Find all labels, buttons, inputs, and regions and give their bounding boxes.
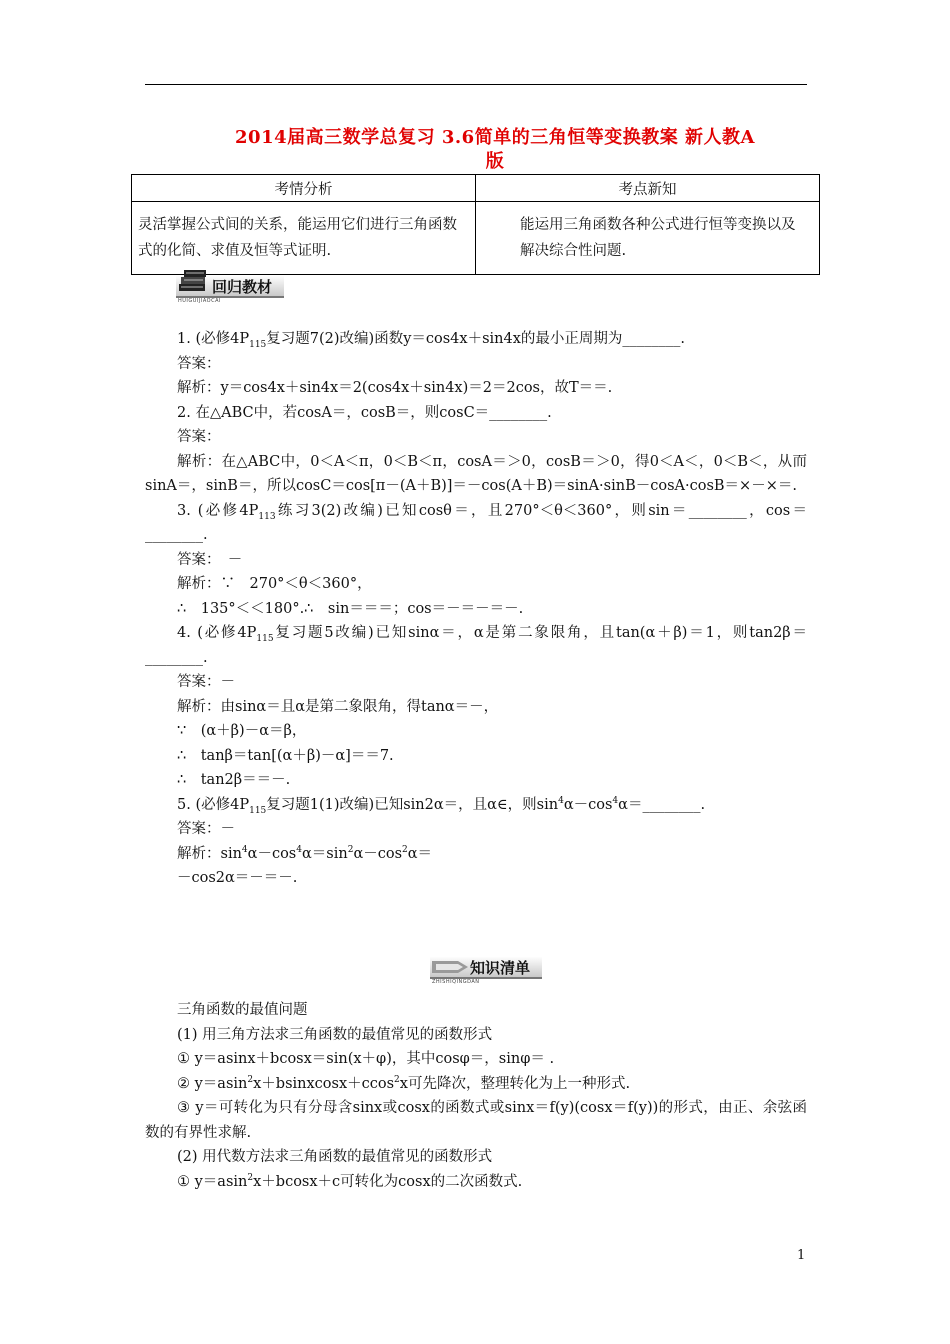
section-badge-review bbox=[176, 276, 284, 304]
title-line-2: 版 bbox=[485, 151, 505, 172]
header-rule bbox=[145, 84, 807, 85]
table-cell-new-knowledge: 能运用三角函数各种公式进行恒等变换以及解决综合性问题. bbox=[476, 202, 820, 275]
table-header-new-knowledge: 考点新知 bbox=[476, 175, 820, 202]
q4: 4. (必修$4P_{115}$复习题5改编)已知sinα＝，α是第二象限角，且tan(α＋β)＝1，则tan2β＝________. bbox=[145, 625, 807, 666]
knowledge-part-2: (2) 用代数方法求三角函数的最值常见的函数形式 bbox=[177, 1149, 493, 1165]
review-section bbox=[145, 327, 807, 891]
books-icon bbox=[176, 268, 210, 294]
arrow-icon bbox=[430, 957, 470, 977]
q4-explanation-2: ∵ (α＋β)－α＝β， bbox=[177, 723, 307, 739]
q2-answer: 答案： bbox=[177, 429, 221, 445]
analysis-table bbox=[131, 174, 820, 275]
q5: 5. (必修$4P_{115}$复习题1(1)改编)已知sin2α＝，且α∈，则$\sin^4\alpha-\cos^4\alpha=\_\_\_\_\_\_\_\_$. bbox=[177, 795, 706, 816]
knowledge-item-2: ② y＝asin$^2$x＋bsinxcosx＋ccos$^2$x可先降次，整理转化为上一种形式. bbox=[177, 1074, 631, 1092]
q1-explanation: 解析：y＝cos4x＋sin4x＝2(cos4x＋sin4x)＝2＝2cos，故T＝＝. bbox=[177, 380, 613, 396]
title-line-1: 2014届高三数学总复习 3.6简单的三角恒等变换教案 新人教A bbox=[235, 127, 755, 148]
badge-bar bbox=[430, 957, 542, 979]
badge-subtext: ZHISHIQINGDAN bbox=[432, 979, 480, 985]
q3-answer: 答案： － bbox=[177, 551, 243, 568]
q2-explanation: 解析：在△ABC中，0＜A＜π，0＜B＜π，cosA＝＞0，cosB＝＞0，得0＜A＜，0＜B＜，从而sinA＝，sinB＝，所以cosC＝cos[π－(A＋B)]＝－cos(A＋B)＝sinA·sinB－cosA·cosB＝×－×＝. bbox=[145, 453, 807, 494]
q1-answer: 答案： bbox=[177, 355, 221, 372]
q4-explanation-1: 解析：由sinα＝且α是第二象限角，得tanα＝－， bbox=[177, 698, 499, 715]
q5-answer: 答案：－ bbox=[177, 821, 235, 837]
knowledge-item-3: ③ y＝可转化为只有分母含sinx或cosx的函数式或sinx＝f(y)(cosx＝f(y))的形式，由正、余弦函数的有界性求解. bbox=[145, 1100, 807, 1141]
badge-label: 回归教材 bbox=[212, 277, 273, 296]
knowledge-heading: 三角函数的最值问题 bbox=[177, 1002, 308, 1018]
q5-explanation-2: －cos2α＝－＝－. bbox=[177, 870, 298, 886]
knowledge-part-1: (1) 用三角方法求三角函数的最值常见的函数形式 bbox=[177, 1026, 493, 1043]
q3-explanation-1: 解析：∵ 270°＜θ＜360°， bbox=[177, 576, 372, 592]
q4-answer: 答案：－ bbox=[177, 674, 235, 690]
q2: 2. 在△ABC中，若cosA＝，cosB＝，则cosC＝________. bbox=[177, 404, 552, 421]
table-header-analysis: 考情分析 bbox=[132, 175, 476, 202]
table-cell-analysis: 灵活掌握公式间的关系，能运用它们进行三角函数式的化简、求值及恒等式证明. bbox=[132, 202, 476, 275]
knowledge-section bbox=[145, 998, 807, 1194]
q4-explanation-4: ∴ tan2β＝＝－. bbox=[177, 772, 291, 788]
knowledge-item-4: ① y＝asin$^2$x＋bcosx＋c可转化为cosx的二次函数式. bbox=[177, 1172, 523, 1190]
q5-explanation-1: 解析：$\sin^4\alpha-\cos^4\alpha=\sin^2\alpha-\cos^2\alpha=$ bbox=[177, 844, 433, 862]
section-badge-knowledge bbox=[430, 957, 542, 985]
badge-subtext: HUIGUIJIAOCAI bbox=[178, 298, 222, 304]
q1: 1. (必修$4P_{115}$复习题7(2)改编)函数y＝cos4x＋sin4x的最小正周期为________. bbox=[177, 331, 686, 350]
q3-explanation-2: ∴ 135°＜＜180°.∴ sin＝＝＝；cos＝－＝－＝－. bbox=[177, 600, 524, 617]
page-number: 1 bbox=[797, 1248, 806, 1263]
q3: 3. (必修$4P_{113}$练习3(2)改编)已知cosθ＝，且270°＜θ＜360°，则sin＝________，cos＝________. bbox=[145, 502, 808, 543]
knowledge-item-1: ① y＝asinx＋bcosx＝sin(x＋φ)，其中cosφ＝，sinφ＝ . bbox=[177, 1051, 555, 1067]
badge-label: 知识清单 bbox=[470, 958, 531, 977]
badge-bar bbox=[176, 276, 284, 298]
page-title bbox=[180, 126, 810, 174]
q4-explanation-3: ∴ tanβ＝tan[(α＋β)－α]＝＝7. bbox=[177, 747, 394, 764]
